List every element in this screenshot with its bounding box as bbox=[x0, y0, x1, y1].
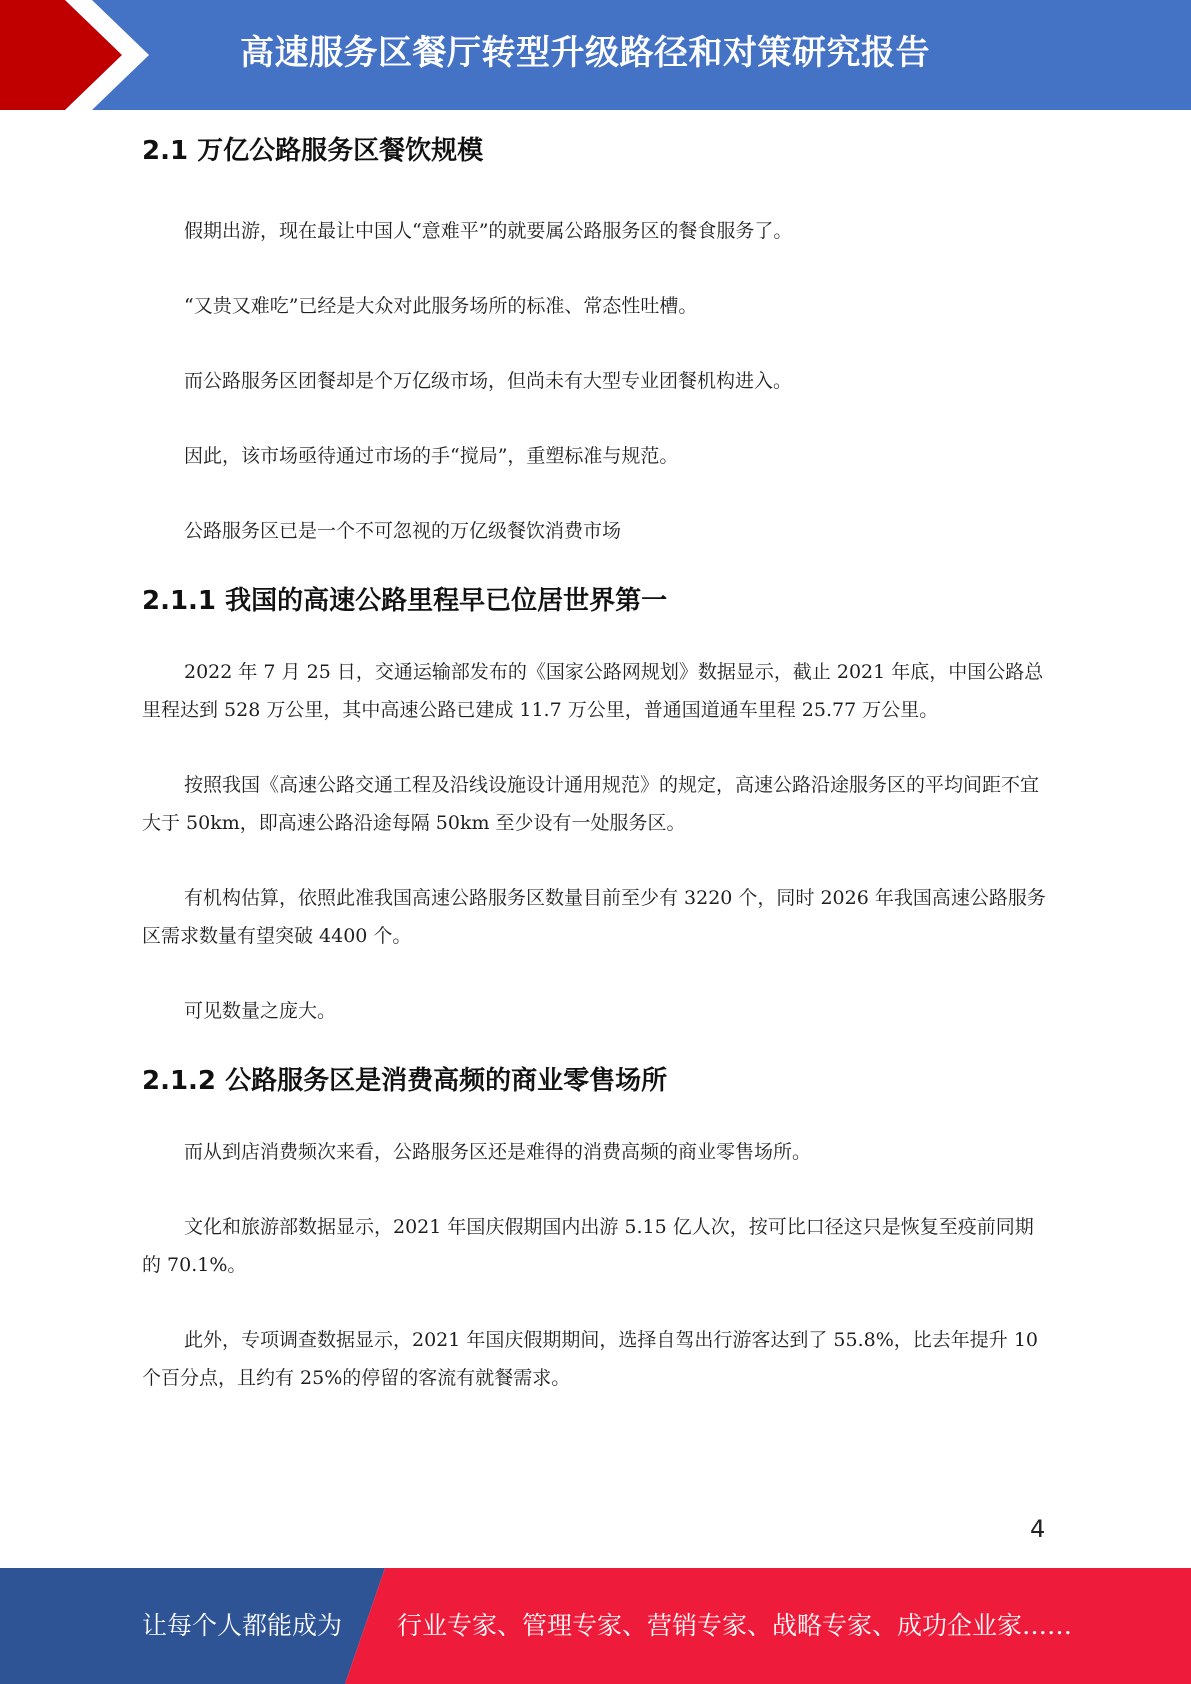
page-header bbox=[0, 0, 1191, 110]
page-footer bbox=[0, 1568, 1191, 1684]
footer-slogan-left: 让每个人都能成为 bbox=[142, 1611, 343, 1640]
header-chevron-icon bbox=[0, 0, 160, 110]
paragraph: 按照我国《高速公路交通工程及沿线设施设计通用规范》的规定，高速公路沿途服务区的平均间距不宜大于 50km，即高速公路沿途每隔 50km 至少设有一处服务区。 bbox=[142, 774, 1040, 834]
paragraph: 此外，专项调查数据显示，2021 年国庆假期期间，选择自驾出行游客达到了 55.8%，比去年提升 10 个百分点，且约有 25%的停留的客流有就餐需求。 bbox=[142, 1329, 1039, 1389]
paragraph: 而从到店消费频次来看，公路服务区还是难得的消费高频的商业零售场所。 bbox=[184, 1141, 812, 1163]
paragraph: 2022 年 7 月 25 日，交通运输部发布的《国家公路网规划》数据显示，截止 2021 年底，中国公路总里程达到 528 万公里，其中高速公路已建成 11.7 万公里，普通国道通车里程 25.77 万公里。 bbox=[142, 661, 1044, 721]
paragraph: 而公路服务区团餐却是个万亿级市场，但尚未有大型专业团餐机构进入。 bbox=[184, 370, 793, 392]
section-heading-2-1-2: 2.1.2 公路服务区是消费高频的商业零售场所 bbox=[142, 1066, 668, 1096]
paragraph: 可见数量之庞大。 bbox=[184, 1000, 337, 1022]
page-number: 4 bbox=[1030, 1515, 1046, 1543]
document-title: 高速服务区餐厅转型升级路径和对策研究报告 bbox=[240, 33, 930, 73]
document-body bbox=[142, 110, 1047, 1397]
paragraph: “又贵又难吃”已经是大众对此服务场所的标准、常态性吐槽。 bbox=[184, 295, 698, 317]
footer-slogan-right: 行业专家、管理专家、营销专家、战略专家、成功企业家…… bbox=[397, 1611, 1073, 1640]
paragraph: 公路服务区已是一个不可忽视的万亿级餐饮消费市场 bbox=[184, 520, 622, 542]
paragraph: 假期出游，现在最让中国人“意难平”的就要属公路服务区的餐食服务了。 bbox=[184, 220, 793, 242]
section-heading-2-1-1: 2.1.1 我国的高速公路里程早已位居世界第一 bbox=[142, 586, 668, 616]
section-heading-2-1: 2.1 万亿公路服务区餐饮规模 bbox=[142, 136, 484, 166]
paragraph: 有机构估算，依照此准我国高速公路服务区数量目前至少有 3220 个，同时 2026 年我国高速公路服务区需求数量有望突破 4400 个。 bbox=[142, 887, 1046, 947]
paragraph: 文化和旅游部数据显示，2021 年国庆假期国内出游 5.15 亿人次，按可比口径这只是恢复至疫前同期的 70.1%。 bbox=[142, 1216, 1034, 1276]
paragraph: 因此，该市场亟待通过市场的手“搅局”，重塑标准与规范。 bbox=[184, 445, 679, 467]
